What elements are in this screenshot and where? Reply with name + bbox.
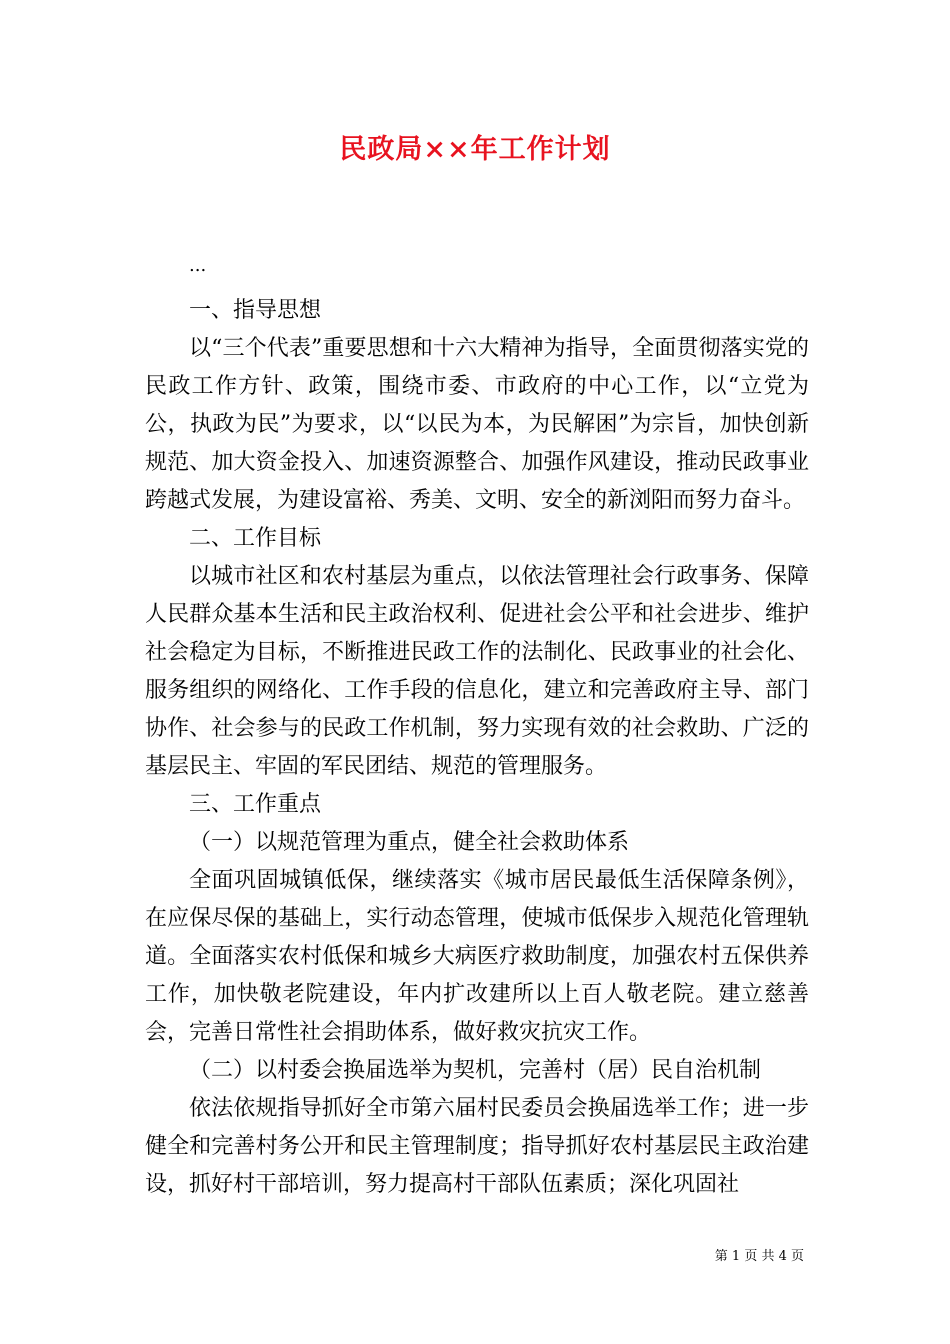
ellipsis-line: ... <box>189 255 207 276</box>
paragraph-village-autonomy: 依法依规指导抓好全市第六届村民委员会换届选举工作；进一步健全和完善村务公开和民主管理制度；指导抓好农村基层民主政治建设，抓好村干部培训，努力提高村干部队伍素质；深化巩固社 <box>145 1096 809 1197</box>
subheading-village-autonomy: （二）以村委会换届选举为契机，完善村（居）民自治机制 <box>189 1058 762 1083</box>
page-number: 第 1 页 共 4 页 <box>714 1249 804 1264</box>
document-title: 民政局××年工作计划 <box>339 134 611 165</box>
section-heading-work-focus: 三、工作重点 <box>189 792 322 817</box>
subheading-social-assistance: （一）以规范管理为重点，健全社会救助体系 <box>189 830 630 855</box>
document-body <box>145 254 809 1204</box>
paragraph-guiding-ideology: 以“三个代表”重要思想和十六大精神为指导，全面贯彻落实党的民政工作方针、政策，围绕市委、市政府的中心工作，以“立党为公，执政为民”为要求，以“以民为本，为民解困”为宗旨，加快创新规范、加大资金投入、加速资源整合、加强作风建设，推动民政事业跨越式发展，为建设富裕、秀美、文明、安全的新浏阳而努力奋斗。 <box>145 336 809 513</box>
paragraph-social-assistance: 全面巩固城镇低保，继续落实《城市居民最低生活保障条例》，在应保尽保的基础上，实行动态管理，使城市低保步入规范化管理轨道。全面落实农村低保和城乡大病医疗救助制度，加强农村五保供养工作，加快敬老院建设，年内扩改建所以上百人敬老院。建立慈善会，完善日常性社会捐助体系，做好救灾抗灾工作。 <box>145 868 809 1045</box>
paragraph-work-goals: 以城市社区和农村基层为重点，以依法管理社会行政事务、保障人民群众基本生活和民主政治权利、促进社会公平和社会进步、维护社会稳定为目标，不断推进民政工作的法制化、民政事业的社会化、服务组织的网络化、工作手段的信息化，建立和完善政府主导、部门协作、社会参与的民政工作机制，努力实现有效的社会救助、广泛的基层民主、牢固的军民团结、规范的管理服务。 <box>145 564 809 779</box>
section-heading-work-goals: 二、工作目标 <box>189 526 322 551</box>
section-heading-guiding-ideology: 一、指导思想 <box>189 298 322 323</box>
